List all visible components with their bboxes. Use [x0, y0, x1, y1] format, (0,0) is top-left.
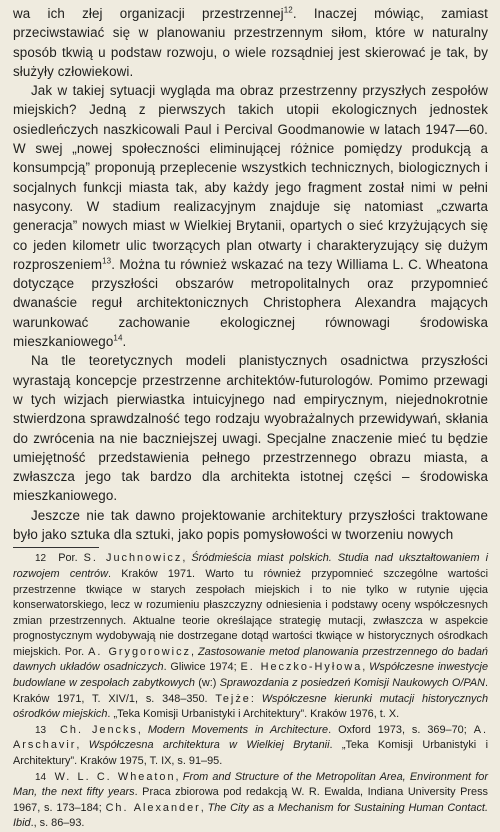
work-title: Współczesne inwestycje budowlane w zespołach zabytkowych [13, 661, 489, 690]
footnote-14: 14 W. L. C. Wheaton, From and Structure of the Metropolitan Area, Environment for Man, the next fifty years. Praca zbiorowa pod redakcją W. R. Ewalda, Indiana University Press 1967, s. 173–184; Ch. Alexander, The City as a Mechanism for Sustaining Human Contact. Ibid., s. 86–93. [13, 770, 488, 830]
author-name: Ch. Jencks [60, 723, 138, 736]
work-title: Zastosowanie metod planowania przestrzennego do badań dawnych układów osadniczych [13, 645, 488, 674]
work-title: From and Structure of the Metropolitan Area, Environment for Man, the next fifty years [13, 770, 488, 799]
text-run: . Inaczej mówiąc, zamiast przeciwstawiać się w planowaniu przestrzennym siłom, które w naturalny sposób tkwią u podstaw rozwoju, o wiele rozsądniej jest skierować je tak, by służyły człowiekowi. [13, 6, 488, 79]
author-name: Ch. Alexander [105, 801, 201, 814]
work-title: Modern Movements in Architecture [147, 723, 329, 736]
author-name: E. Heczko-Hyłowa [240, 661, 363, 674]
paragraph [13, 81, 488, 351]
text-run: wa ich złej organizacji przestrzennej [13, 6, 284, 21]
work-title: Współczesna architektura w Wielkiej Brytanii [88, 739, 330, 752]
work-title: The City as a Mechanism for Sustaining Human Contact. Ibid [13, 801, 488, 830]
author-name: S. Juchnowicz [83, 552, 183, 565]
author-name: W. L. C. Wheaton [54, 770, 176, 783]
paragraph: Jeszcze nie tak dawno projektowanie architektury przyszłości traktowane było jako sztuka dla sztuki, jako popis pomysłowości w tworzeniu nowych [13, 507, 488, 543]
footnote-13: 13 Ch. Jencks, Modern Movements in Architecture. Oxford 1973, s. 369–70; A. Arschavir, Współczesna architektura w Wielkiej Brytanii. „Teka Komisji Urbanistyki i Architektury”. Kraków 1975, T. IX, s. 91–95. [13, 723, 488, 768]
text-run: . Można tu również wskazać na tezy Williama L. C. Wheatona dotyczące przyszłości obszarów metropolitalnych oraz przypomnieć dwanaście reguł architektonicznych Christophera Alexandra mających warunkować zachowanie ekologicznej równowagi środowiska mieszkaniowego [13, 256, 488, 350]
paragraph: Na tle teoretycznych modeli planistycznych osadnictwa przyszłości wyrastają koncepcje przestrzenne architektów-futurologów. Pomimo przewagi w tych wizjach pierwiastka intuicyjnego nad empirycznym, niejednokrotnie stwierdzona sprawdzalność tego rodzaju wyobrażalnych przewidywań, skłania do zwrócenia na nie baczniejszej uwagi. Specjalne znaczenie mieć tu będzie umiejętność przedstawienia pełnego przestrzennego obrazu miasta, a zwłaszcza jego tak bardzo dla architekta istotnej części – środowiska mieszkaniowego. [13, 353, 488, 504]
footnote-number: 14 [35, 771, 47, 783]
footnotes [13, 551, 488, 832]
paragraph [13, 4, 488, 81]
footnote-number: 12 [35, 553, 47, 565]
footnote-number: 13 [35, 724, 47, 736]
author-name: A. Arschavir [13, 723, 488, 752]
footnote-ref[interactable]: 14 [113, 333, 123, 343]
footnote-12: 12 Por. S. Juchnowicz, Śródmieścia miast polskich. Studia nad ukształtowaniem i rozwojem centrów. Kraków 1971. Warto tu również przypomnieć szczególne wartości przestrzenne tkwiące w starych zespołach miejskich i to nie tylko w rutynie ujęcia konserwatorskiego, lecz w rozumieniu płaszczyzny odniesienia i podstawy oceny współczesnych zmian przestrzennych. Aktualne teorie określające strategię mutacji, zwłaszcza w aspekcie prognostycznym wydobywają nie dostrzegane dotąd wartości tkwiące w historycznych ośrodkach miejskich. Por. A. Grygorowicz, Zastosowanie metod planowania przestrzennego do badań dawnych układów osadniczych. Gliwice 1974; E. Heczko-Hyłowa, Współczesne inwestycje budowlane w zespołach zabytkowych (w:) Sprawozdania z posiedzeń Komisji Naukowych O/PAN. Kraków 1971, T. XIV/1, s. 348–350. Tejże: Współczesne kierunki mutacji historycznych ośrodków miejskich. „Teka Komisji Urbanistyki i Architektury”. Kraków 1976, t. X. [13, 552, 489, 721]
author-name: Tejże [215, 692, 251, 705]
footnote-ref[interactable]: 13 [102, 256, 112, 266]
footnote-divider [13, 547, 99, 548]
footnote-ref[interactable]: 12 [283, 5, 293, 15]
main-text [13, 4, 488, 544]
author-name: A. Grygorowicz [88, 645, 191, 658]
text-run: Jak w takiej sytuacji wygląda ma obraz przestrzenny przyszłych zespołów miejskich? Jedną z pierwszych takich utopii ekologicznych jednostek osiedleńczych naszkicowali Paul i Percival Goodmanowie w latach 1947—60. W swej „nowej społeczności eliminującej różnice pomiędzy produkcją a konsumpcją” proponują przeplecenie wszystkich technicznych, biologicznych i socjalnych funkcji miasta tak, aby każdy jego fragment został nimi w pełni nasycony. W stadium realizacyjnym znajduje się natomiast „czwarta generacja” nowych miast w Wielkiej Brytanii, opartych o sieć krzyżujących się co jeden kilometr ulic tworzących plan otwarty i charakteryzujący się dużym rozproszeniem [13, 83, 488, 272]
text-run: . [122, 334, 127, 350]
work-title: Śródmieścia miast polskich. Studia nad ukształtowaniem i rozwojem centrów [13, 552, 488, 580]
work-title: Współczesne kierunki mutacji historycznych ośrodków miejskich [13, 692, 488, 721]
work-title: Sprawozdania z posiedzeń Komisji Naukowych O/PAN [219, 677, 485, 690]
